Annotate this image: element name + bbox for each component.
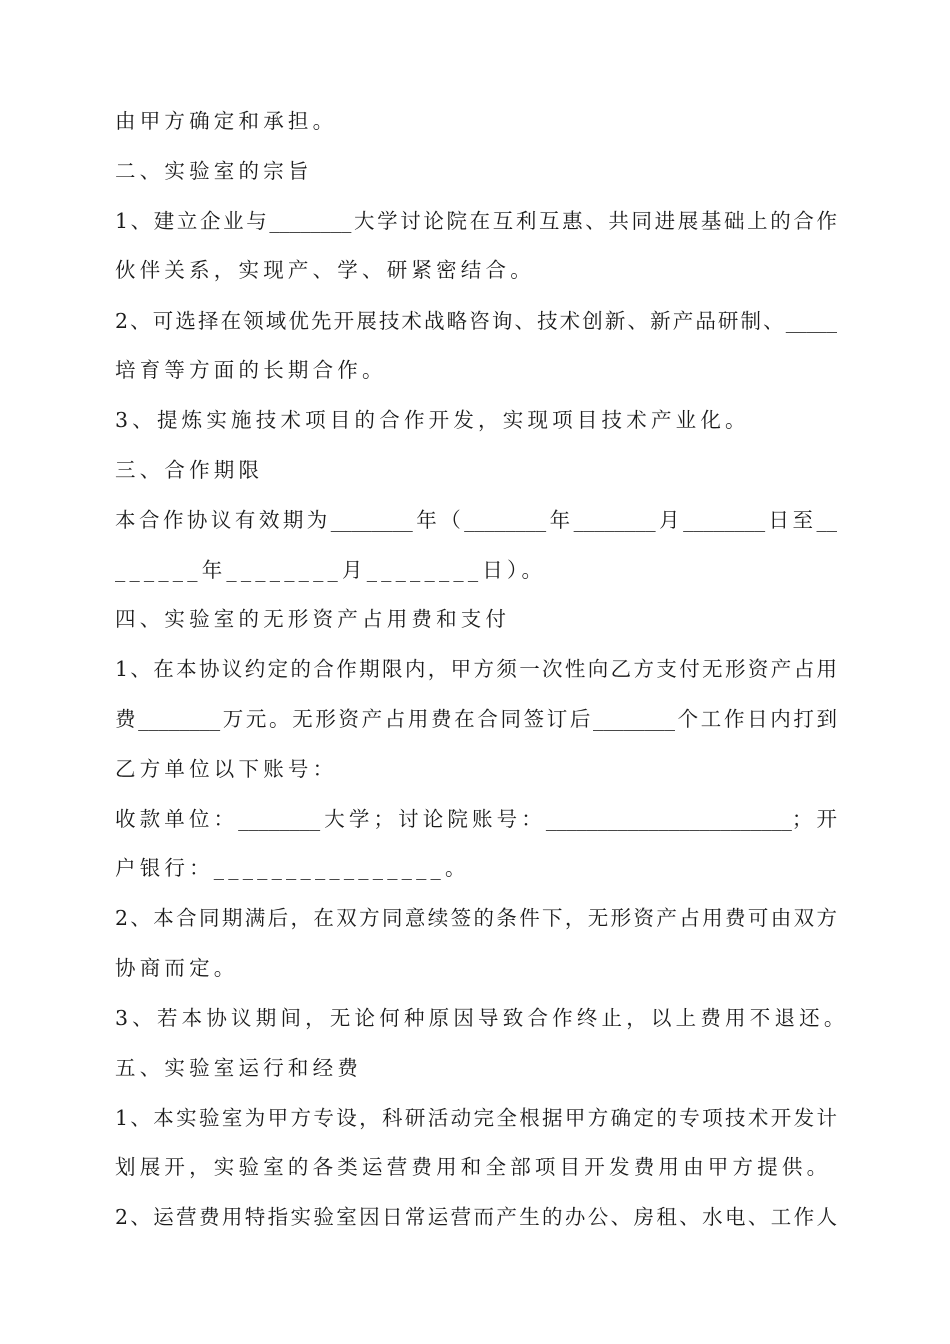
text-line: 由甲方确定和承担。 bbox=[115, 109, 338, 133]
text-line: ______年________月________日）。 bbox=[115, 558, 547, 582]
text-line: 2、运营费用特指实验室因日常运营而产生的办公、房租、水电、工作人 bbox=[115, 1205, 837, 1229]
text-line: 1、建立企业与________大学讨论院在互利互惠、共同进展基础上的合作 bbox=[115, 209, 837, 233]
text-line: 1、本实验室为甲方专设，科研活动完全根据甲方确定的专项技术开发计 bbox=[115, 1106, 837, 1130]
text-line: 费________万元。无形资产占用费在合同签订后________个工作日内打到 bbox=[115, 707, 837, 731]
text-line: 1、在本协议约定的合作期限内，甲方须一次性向乙方支付无形资产占用 bbox=[115, 657, 837, 681]
text-line: 本合作协议有效期为________年（________年________月________日至__ bbox=[115, 508, 837, 532]
text-line: 乙方单位以下账号： bbox=[115, 757, 338, 781]
text-line: 协商而定。 bbox=[115, 956, 239, 980]
text-line: 3、若本协议期间，无论何种原因导致合作终止，以上费用不退还。 bbox=[115, 1006, 849, 1030]
text-line: 收款单位：________大学；讨论院账号：________________________；开 bbox=[115, 807, 837, 831]
text-line: 2、可选择在领域优先开展技术战略咨询、技术创新、新产品研制、_____ bbox=[115, 309, 837, 333]
text-line: 划展开，实验室的各类运营费用和全部项目开发费用由甲方提供。 bbox=[115, 1155, 832, 1179]
text-line: 伙伴关系，实现产、学、研紧密结合。 bbox=[115, 258, 535, 282]
text-line: 户银行：________________。 bbox=[115, 856, 470, 880]
text-line: 3、提炼实施技术项目的合作开发，实现项目技术产业化。 bbox=[115, 408, 750, 432]
section-heading: 二、实验室的宗旨 bbox=[115, 159, 313, 183]
section-heading: 三、合作期限 bbox=[115, 458, 264, 482]
section-heading: 五、实验室运行和经费 bbox=[115, 1056, 362, 1080]
section-heading: 四、实验室的无形资产占用费和支付 bbox=[115, 607, 511, 631]
text-line: 培育等方面的长期合作。 bbox=[115, 358, 387, 382]
text-line: 2、本合同期满后，在双方同意续签的条件下，无形资产占用费可由双方 bbox=[115, 906, 837, 930]
